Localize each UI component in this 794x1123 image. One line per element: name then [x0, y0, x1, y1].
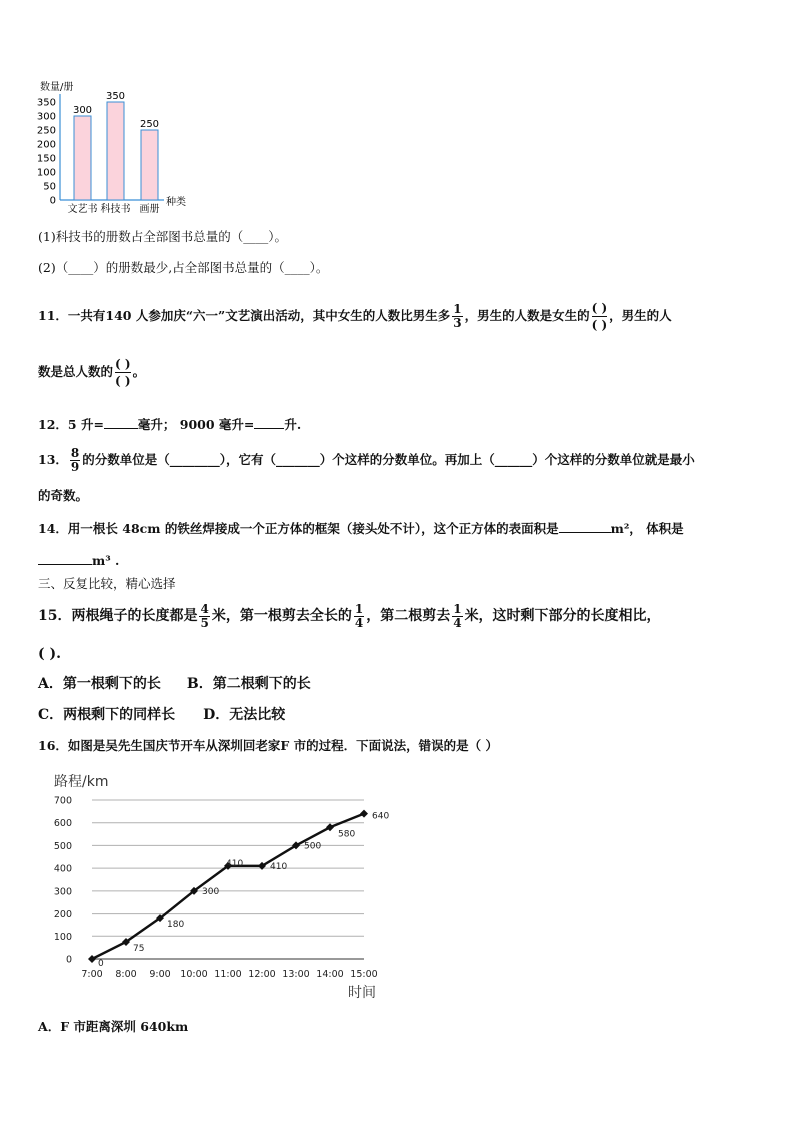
q14-blank-1: [559, 519, 611, 533]
q11-line2: [38, 356, 145, 389]
fraction-denominator: 5: [200, 615, 209, 630]
bar-chart-y-tick-label: 250: [36, 125, 56, 137]
line-chart-y-tick-label: 700: [53, 795, 72, 807]
line-chart-data-label: 300: [202, 886, 220, 897]
q13-line1: 13． $\frac{8}{9}$ 的分数单位是（________），它有（_______）个这样的分数单位。再加上（______）个这样的分数单位就是最小: [38, 446, 695, 474]
line-chart-x-tick-label: 11:00: [214, 969, 242, 980]
line-chart-data-label: 640: [372, 811, 390, 822]
fraction-numerator: 1: [354, 601, 364, 616]
q13-fraction-8-9: [70, 447, 80, 474]
fraction-denominator: 4: [354, 615, 364, 630]
bar-chart-y-tick-label: 300: [36, 111, 56, 123]
line-chart-series-line: [92, 814, 364, 959]
fraction-numerator: 8: [70, 446, 80, 460]
q12-text-b: 毫升； 9000 毫升=: [137, 417, 255, 432]
q14-blank-2: [38, 551, 92, 565]
q15-fraction-1-4-b: [452, 603, 462, 630]
q14-line2: [38, 551, 119, 570]
line-chart-y-tick-label: 200: [53, 909, 72, 921]
line-chart-x-tick-label: 15:00: [350, 969, 378, 980]
line-chart-x-tick-label: 10:00: [180, 969, 208, 980]
bar-chart-category-label: 画册: [139, 204, 160, 215]
bar-chart-data-label: 300: [72, 105, 93, 116]
line-chart-point-marker: [360, 810, 368, 818]
q11-text-b: ，男生的人数是女生的: [464, 308, 590, 323]
q15-fraction-4-5: [199, 603, 209, 630]
line-chart-y-tick-label: 600: [53, 818, 72, 830]
bar-chart-y-tick-label: 50: [43, 181, 56, 193]
fraction-numerator-blank: ( ): [591, 301, 608, 315]
bar-chart-y-tick-label: 100: [36, 167, 56, 179]
line-chart-data-label: 580: [338, 829, 356, 840]
bar-chart-y-tick-label: 350: [36, 97, 56, 109]
q11-text-d: 数是总人数的: [38, 364, 114, 379]
fraction-numerator: 1: [453, 302, 462, 316]
q15-option-c[interactable]: C．两根剩下的同样长: [38, 707, 176, 723]
bar-chart-y-tick-label: 0: [49, 195, 56, 207]
bar-chart-xlabel: 种类: [166, 197, 186, 208]
section-3-heading: 三、反复比较，精心选择: [38, 576, 176, 591]
q14-text-b: m²， 体积是: [610, 521, 684, 536]
q13-text-a: 的分数单位是（________），它有（_______）个这样的分数单位。再加上（______）个这样的分数单位就是最小: [82, 452, 695, 467]
bar-chart-y-tick-label: 200: [36, 139, 56, 151]
bar-chart-bar: [107, 102, 124, 200]
bar-chart: [30, 76, 210, 216]
q10-part2: (2)（____）的册数最少,占全部图书总量的（____）。: [38, 260, 329, 275]
q16-stem: 16．如图是吴先生国庆节开车从深圳回老家F 市的过程．下面说法，错误的是（ ）: [38, 738, 498, 753]
line-chart-y-tick-label: 300: [53, 886, 72, 898]
q12-text-a: 12．5 升=: [38, 417, 104, 432]
line-chart-x-tick-label: 8:00: [115, 969, 137, 980]
bar-chart-category-label: 文艺书: [67, 204, 98, 215]
line-chart-y-tick-label: 500: [53, 840, 72, 852]
bar-chart-bar: [141, 130, 158, 200]
bar-chart-data-label: 250: [139, 119, 160, 130]
line-chart-ylabel: 路程/km: [54, 774, 109, 790]
fraction-numerator: 1: [453, 601, 462, 616]
line-chart-data-label: 410: [226, 858, 244, 869]
line-chart-x-tick-label: 12:00: [248, 969, 276, 980]
q12-blank-1: [104, 415, 138, 429]
q13-line2: 的奇数。: [38, 488, 89, 503]
q14-text-a: 14．用一根长 48cm 的铁丝焊接成一个正方体的框架（接头处不计），这个正方体的表面积是: [38, 521, 559, 536]
line-chart-point-marker: [88, 955, 96, 963]
line-chart-x-tick-label: 7:00: [81, 969, 103, 980]
line-chart-xlabel: 时间: [348, 985, 376, 1001]
q15-text-a: 15．两根绳子的长度都是: [38, 608, 198, 624]
fraction-denominator: 4: [453, 615, 462, 630]
line-chart: [30, 766, 390, 1006]
q14-line1: [38, 519, 684, 538]
q15-line1: [38, 598, 661, 634]
q14-text-c: m³ .: [92, 553, 120, 568]
q11-line1: [38, 300, 672, 333]
q15-text-d: 米，这时剩下部分的长度相比，: [464, 608, 661, 624]
line-chart-x-tick-label: 13:00: [282, 969, 310, 980]
q15-answer-blank: ( ).: [38, 646, 61, 662]
fraction-denominator: 3: [453, 316, 462, 330]
bar-chart-ylabel: 数量/册: [40, 82, 74, 93]
fraction-denominator-blank: ( ): [591, 318, 608, 332]
fraction-numerator: 4: [200, 601, 209, 616]
q11-blank-fraction-2: [115, 356, 131, 389]
fraction-denominator-blank: ( ): [115, 374, 131, 388]
line-chart-x-tick-label: 14:00: [316, 969, 344, 980]
q15-option-d[interactable]: D．无法比较: [203, 707, 286, 723]
bar-chart-bar: [74, 116, 91, 200]
q15-text-c: ，第二根剪去: [366, 608, 451, 624]
q11-text-c: ，男生的人: [609, 308, 672, 323]
line-chart-y-tick-label: 0: [65, 954, 72, 966]
bar-chart-category-label: 科技书: [100, 204, 131, 215]
bar-chart-y-tick-label: 150: [36, 153, 56, 165]
fraction-denominator: 9: [70, 460, 80, 474]
q11-blank-fraction-1: [592, 300, 608, 333]
q12-blank-2: [254, 415, 284, 429]
line-chart-data-label: 500: [304, 841, 322, 852]
q15-text-b: 米，第一根剪去全长的: [211, 608, 352, 624]
line-chart-data-label: 180: [167, 920, 185, 931]
q11-text-e: 。: [132, 364, 146, 379]
q16-option-a[interactable]: A．F 市距离深圳 640km: [38, 1019, 189, 1034]
line-chart-y-tick-label: 400: [53, 863, 72, 875]
q11-text-a: 11．一共有140 人参加庆“六一”文艺演出活动，其中女生的人数比男生多: [38, 308, 451, 323]
q15-fraction-1-4-a: [354, 603, 364, 630]
line-chart-data-label: 410: [270, 861, 288, 872]
q11-fraction-1-3: [452, 303, 462, 330]
line-chart-x-tick-label: 9:00: [149, 969, 171, 980]
q15-options-row2: [38, 706, 285, 724]
q12-text-c: 升.: [284, 417, 302, 432]
q15-options-row1: [38, 675, 311, 693]
q10-part1: (1)科技书的册数占全部图书总量的（____）。: [38, 229, 287, 244]
q15-option-a[interactable]: A．第一根剩下的长: [38, 676, 161, 692]
q15-option-b[interactable]: B．第二根剩下的长: [186, 676, 311, 692]
line-chart-y-tick-label: 100: [53, 931, 72, 943]
q12: [38, 415, 301, 434]
bar-chart-data-label: 350: [105, 91, 126, 102]
line-chart-data-label: 75: [133, 943, 145, 954]
line-chart-data-label: 0: [98, 959, 104, 969]
fraction-numerator-blank: ( ): [115, 357, 131, 371]
